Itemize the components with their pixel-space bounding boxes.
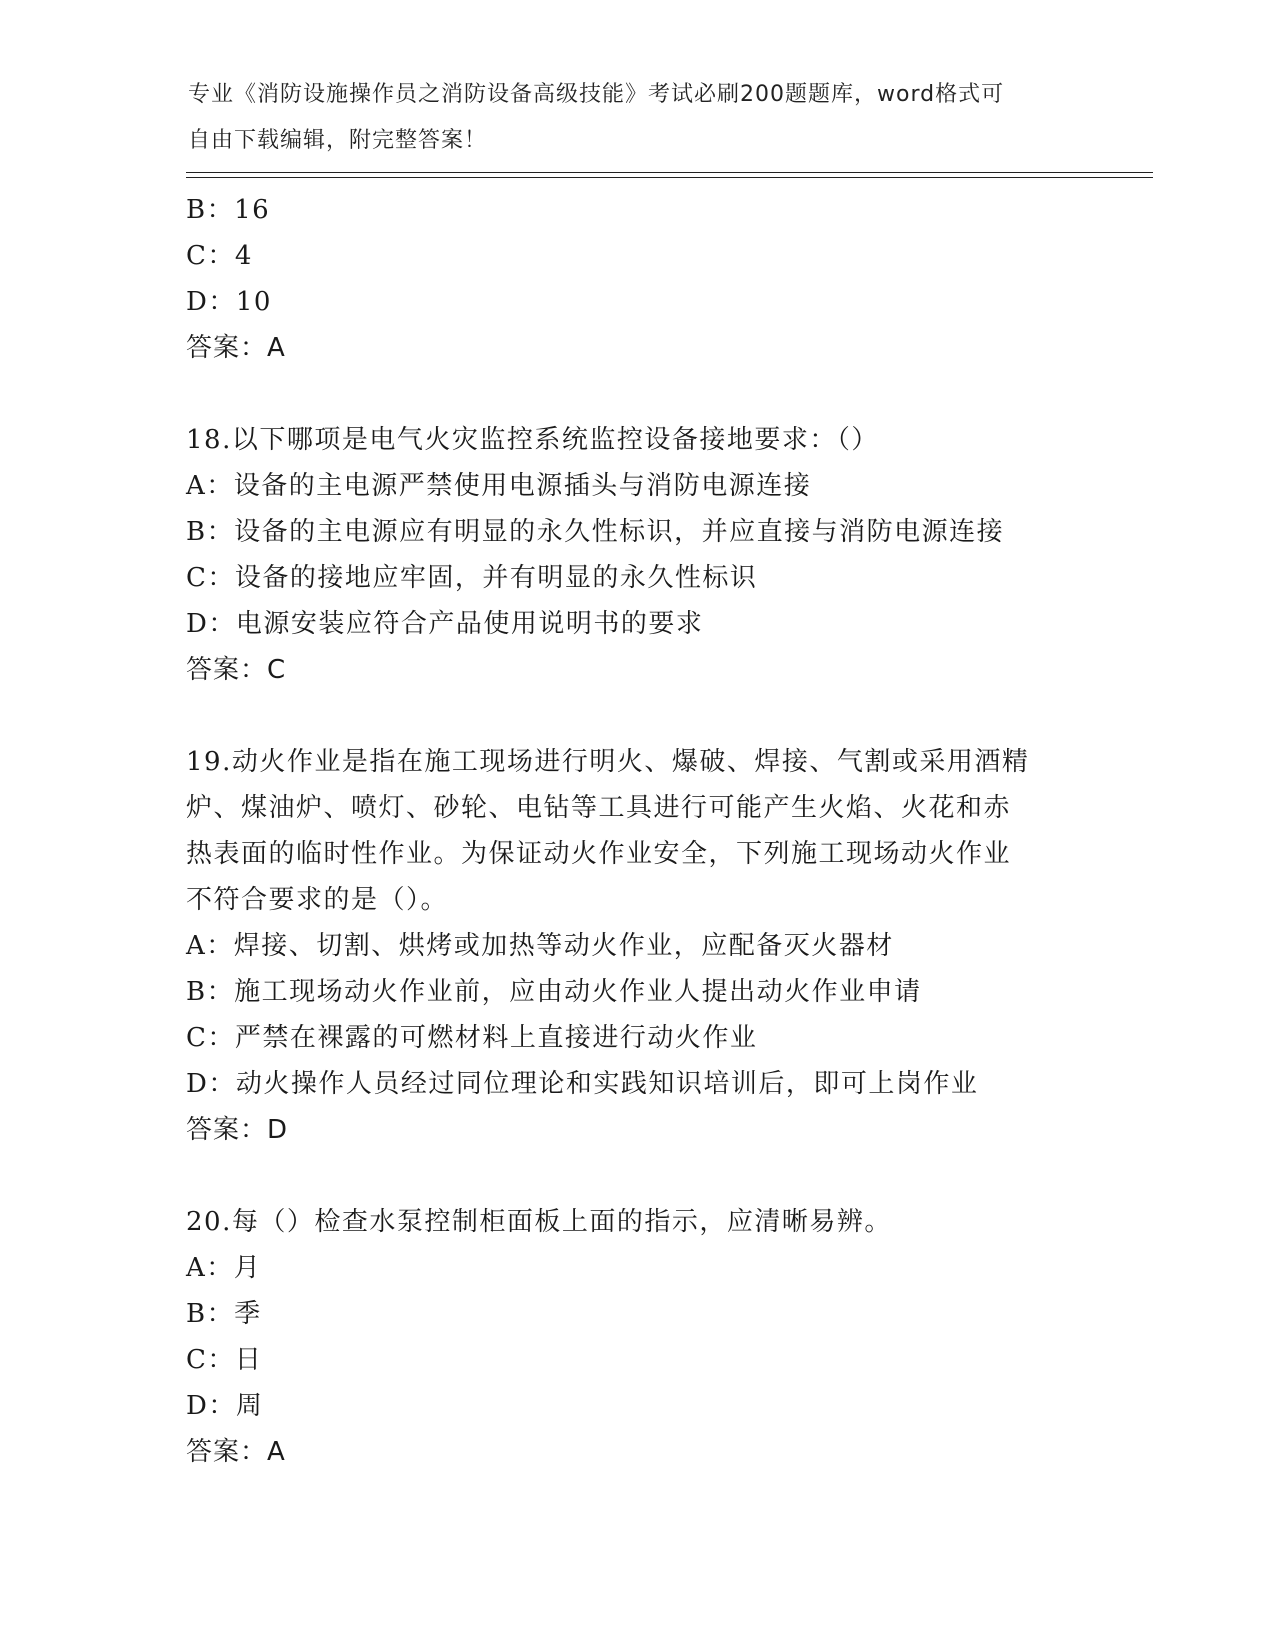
option-b: B：设备的主电源应有明显的永久性标识，并应直接与消防电源连接 [186,517,1005,547]
option-c: C：严禁在裸露的可燃材料上直接进行动火作业 [186,1023,758,1053]
option-a: A：焊接、切割、烘烤或加热等动火作业，应配备灭火器材 [186,931,894,961]
header-divider-top [186,172,1153,173]
question-stem: 18.以下哪项是电气火灾监控系统监控设备接地要求：（） [186,425,879,455]
option-a: A：月 [186,1253,262,1283]
answer: 答案：D [186,1115,289,1145]
option-d: D：10 [186,287,272,317]
document-header [188,72,1088,164]
option-b: B：16 [186,195,271,225]
question-stem: 不符合要求的是（）。 [186,885,449,915]
question-list [186,187,1086,1475]
option-c: C：日 [186,1345,263,1375]
option-c: C：设备的接地应牢固，并有明显的永久性标识 [186,563,758,593]
spacer [186,371,1086,417]
header-line-1: 专业《消防设施操作员之消防设备高级技能》考试必刷200题题库，word格式可 [188,82,1005,107]
question-18 [186,417,1086,693]
option-b: B：季 [186,1299,262,1329]
option-d: D：电源安装应符合产品使用说明书的要求 [186,609,704,639]
question-17-continued [186,187,1086,371]
header-divider-bottom [186,177,1153,178]
option-b: B：施工现场动火作业前，应由动火作业人提出动火作业申请 [186,977,922,1007]
option-a: A：设备的主电源严禁使用电源插头与消防电源连接 [186,471,812,501]
question-stem: 20.每（）检查水泵控制柜面板上面的指示，应清晰易辨。 [186,1207,892,1237]
question-20 [186,1199,1086,1475]
answer: 答案：A [186,333,286,363]
option-c: C：4 [186,241,253,271]
header-line-2: 自由下载编辑，附完整答案！ [188,128,488,153]
spacer [186,1153,1086,1199]
question-19 [186,739,1086,1153]
question-stem: 热表面的临时性作业。为保证动火作业安全，下列施工现场动火作业 [186,839,1012,869]
spacer [186,693,1086,739]
question-stem: 炉、煤油炉、喷灯、砂轮、电钻等工具进行可能产生火焰、火花和赤 [186,793,1012,823]
answer: 答案：A [186,1437,286,1467]
option-d: D：动火操作人员经过同位理论和实践知识培训后，即可上岗作业 [186,1069,979,1099]
answer: 答案：C [186,655,287,685]
option-d: D：周 [186,1391,264,1421]
question-stem: 19.动火作业是指在施工现场进行明火、爆破、焊接、气割或采用酒精 [186,747,1030,777]
